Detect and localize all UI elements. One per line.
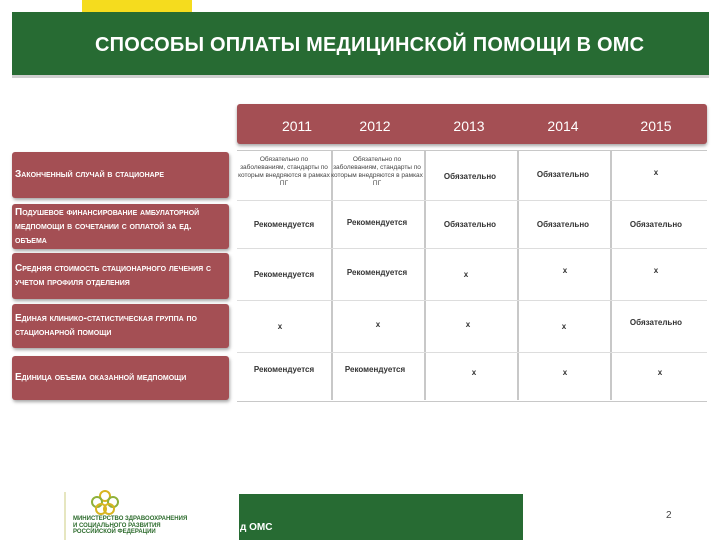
cell-r2-2014: Обязательно — [536, 220, 590, 229]
row-label-text: Средняя стоимость стационарного лечения с учетом профиля отделения — [15, 263, 212, 288]
cell-r3-2015: х — [653, 266, 659, 275]
row-divider — [237, 200, 707, 201]
cell-r1-2013: Обязательно — [443, 172, 497, 181]
cell-r3-2013: х — [463, 270, 469, 279]
cell-r2-2011: Рекомендуется — [253, 220, 315, 229]
row-label-volume-unit — [12, 356, 229, 400]
year-2013: 2013 — [453, 118, 485, 134]
header-underline — [12, 75, 709, 78]
page-number: 2 — [666, 510, 672, 521]
cell-r3-2012: Рекомендуется — [346, 268, 408, 277]
row-divider — [237, 300, 707, 301]
cell-r4-2015: Обязательно — [629, 318, 683, 327]
year-2011: 2011 — [281, 118, 313, 134]
row-label-average-cost — [12, 253, 229, 299]
cell-r4-2011: х — [277, 322, 283, 331]
row-label-text: Законченный случай в стационаре — [15, 169, 165, 180]
cell-r5-2011: Рекомендуется — [253, 365, 315, 374]
cell-r4-2014: х — [561, 322, 567, 331]
ministry-logo-icon — [85, 488, 125, 516]
year-2015: 2015 — [640, 118, 672, 134]
cell-r3-2014: х — [562, 266, 568, 275]
cell-r5-2013: х — [471, 368, 477, 377]
footer-text: д ОМС — [240, 522, 273, 533]
cell-r4-2013: х — [465, 320, 471, 329]
row-label-per-capita — [12, 204, 229, 249]
cell-r1-2015: х — [653, 168, 659, 177]
cell-r4-2012: х — [375, 320, 381, 329]
row-label-text: Единица объема оказанной медпомощи — [15, 372, 187, 383]
footer-divider — [64, 492, 66, 540]
row-divider — [237, 248, 707, 249]
top-accent-bar — [82, 0, 192, 12]
cell-r5-2015: х — [657, 368, 663, 377]
cell-r2-2012: Рекомендуется — [346, 218, 408, 227]
row-label-text: Подушевое финансирование амбулаторной медпомощи в сочетании с оплатой за ед. объема — [15, 206, 200, 246]
cell-r1-2014: Обязательно — [536, 170, 590, 179]
row-divider — [237, 352, 707, 353]
row-label-completed-case — [12, 152, 229, 198]
cell-r3-2011: Рекомендуется — [253, 270, 315, 279]
cell-r1-2011: Обязательно по заболеваниям, стандарты по которым внедряются в рамках ПГ — [238, 156, 330, 187]
footer-band — [239, 494, 523, 540]
cell-r5-2012: Рекомендуется — [344, 365, 406, 374]
cell-r1-2012: Обязательно по заболеваниям, стандарты по которым внедряются в рамках ПГ — [331, 156, 423, 187]
year-2012: 2012 — [359, 118, 391, 134]
page-title: СПОСОБЫ ОПЛАТЫ МЕДИЦИНСКОЙ ПОМОЩИ В ОМС — [95, 34, 645, 56]
year-2014: 2014 — [547, 118, 579, 134]
cell-r2-2013: Обязательно — [443, 220, 497, 229]
cell-r5-2014: х — [562, 368, 568, 377]
row-label-drg — [12, 304, 229, 348]
ministry-logo-text: МИНИСТЕРСТВО ЗДРАВООХРАНЕНИЯ И СОЦИАЛЬНОГО РАЗВИТИЯ РОССИЙСКОЙ ФЕДЕРАЦИИ — [73, 516, 188, 535]
row-label-text: Единая клинико-статистическая группа по стационарной помощи — [15, 313, 197, 338]
cell-r2-2015: Обязательно — [629, 220, 683, 229]
